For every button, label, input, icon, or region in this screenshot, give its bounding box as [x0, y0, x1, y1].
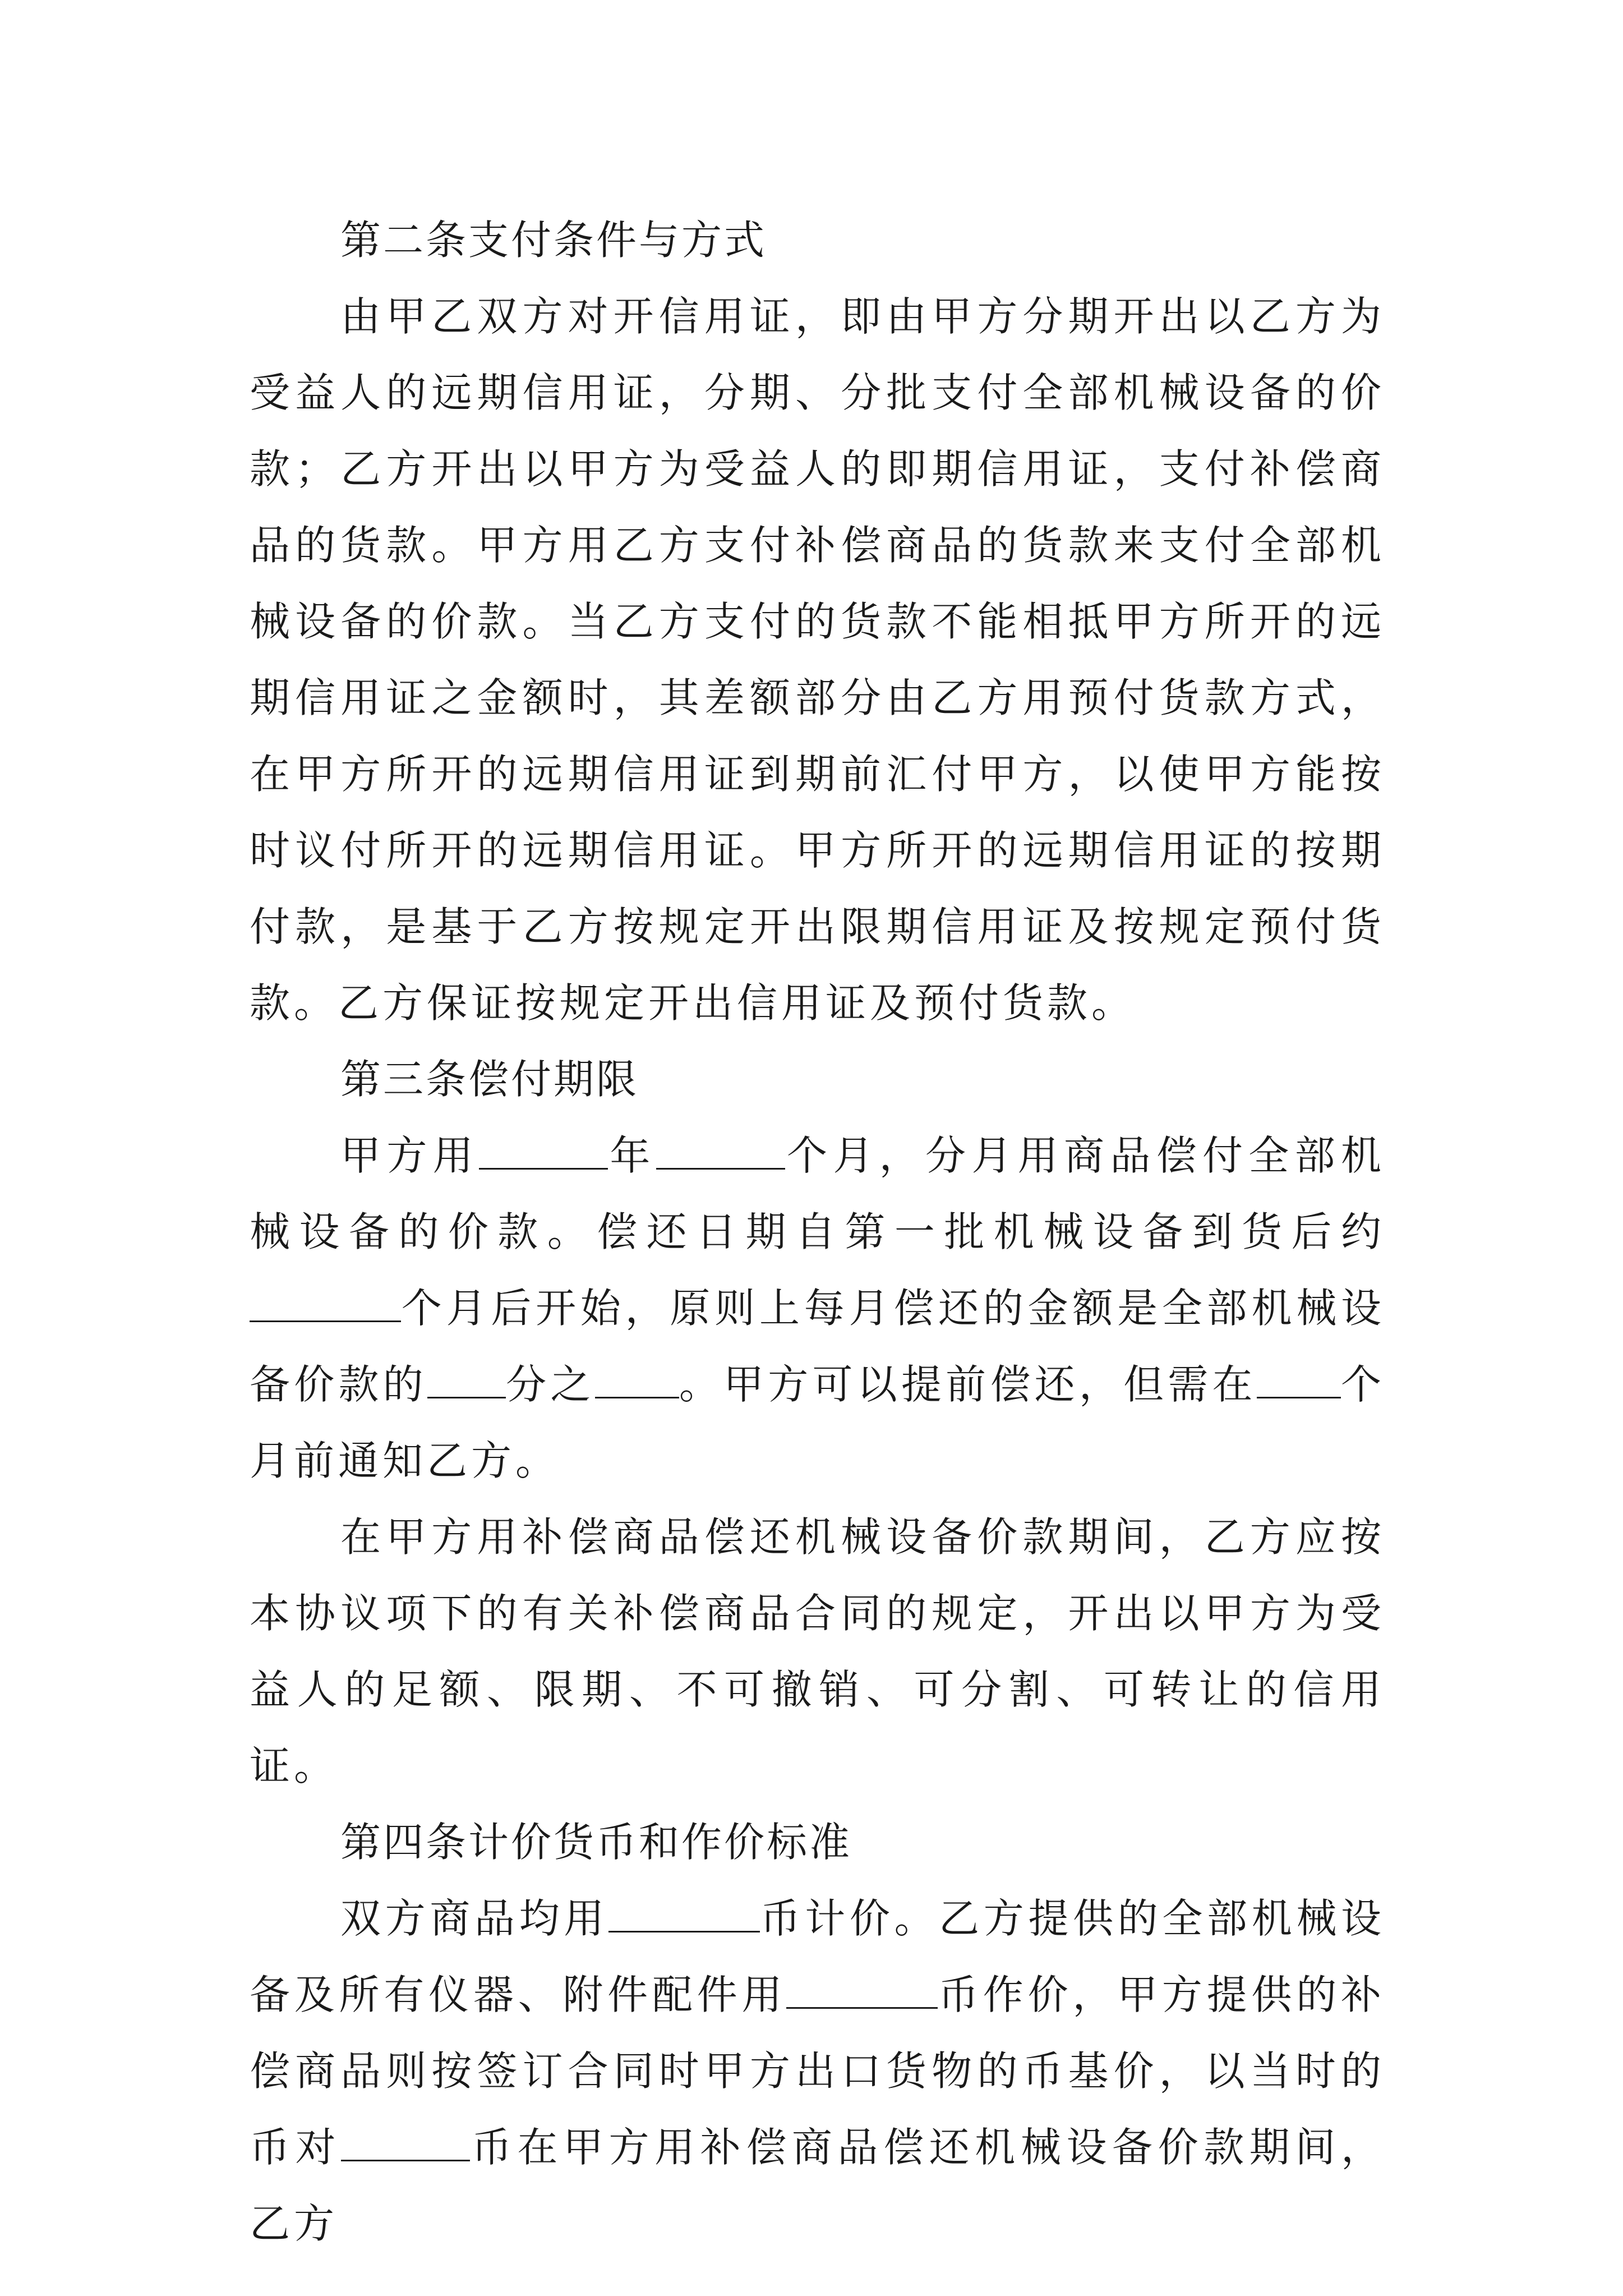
section-3-heading: 第三条偿付期限 — [340, 1056, 639, 1103]
text-run: 个月前通知乙方。 — [250, 1361, 1385, 1484]
text-run: 个月，分月用商品偿付全部机械设备的价款。偿还日期自第一批机械设备到货后约 — [250, 1132, 1385, 1255]
text-run: 。甲方可以提前偿还，但需在 — [679, 1361, 1257, 1408]
blank-line — [479, 1128, 608, 1170]
text-run: 币作价，甲方提供的补偿商品则按签订合同时甲方出口货物的币基价，以当时的币对 — [250, 1971, 1385, 2171]
blank-line — [427, 1356, 506, 1398]
section-4-paragraph-1 — [250, 1880, 1385, 2262]
section-3-paragraph-1 — [250, 1117, 1385, 1499]
text-run: 币在甲方用补偿商品偿还机械设备价款期间，乙方 — [250, 2124, 1385, 2247]
section-3-paragraph-2: 在甲方用补偿商品偿还机械设备价款期间，乙方应按本协议项下的有关补偿商品合同的规定，开出以甲方为受益人的足额、限期、不可撤销、可分割、可转让的信用证。 — [250, 1513, 1385, 1789]
text-run: 年 — [608, 1132, 656, 1179]
text-run: 甲方用 — [340, 1132, 479, 1179]
text-run: 分之 — [505, 1361, 595, 1408]
blank-line — [341, 2119, 470, 2161]
section-2-heading: 第二条支付条件与方式 — [340, 217, 767, 264]
document-page — [250, 202, 1385, 2262]
text-run: 币计价。乙方提供的全部机械设备及所有仪器、附件配件用 — [250, 1895, 1385, 2018]
blank-line — [786, 1967, 938, 2009]
text-run: 个月后开始，原则上每月偿还的金额是全部机械设备价款的 — [250, 1285, 1385, 1408]
blank-line — [656, 1128, 785, 1170]
section-4-heading: 第四条计价货币和作价标准 — [340, 1819, 852, 1866]
blank-line — [595, 1356, 679, 1398]
section-2-paragraph: 由甲乙双方对开信用证，即由甲方分期开出以乙方为受益人的远期信用证，分期、分批支付全部机械设备的价款；乙方开出以甲方为受益人的即期信用证，支付补偿商品的货款。甲方用乙方支付补偿商品的货款来支付全部机械设备的价款。当乙方支付的货款不能相抵甲方所开的远期信用证之金额时，其差额部分由乙方用预付货款方式，在甲方所开的远期信用证到期前汇付甲方，以使甲方能按时议付所开的远期信用证。甲方所开的远期信用证的按期付款，是基于乙方按规定开出限期信用证及按规定预付货款。乙方保证按规定开出信用证及预付货款。 — [250, 293, 1385, 1027]
text-run: 双方商品均用 — [340, 1895, 608, 1942]
blank-line — [608, 1890, 760, 1932]
blank-line — [1257, 1356, 1341, 1398]
blank-line — [250, 1280, 401, 1322]
